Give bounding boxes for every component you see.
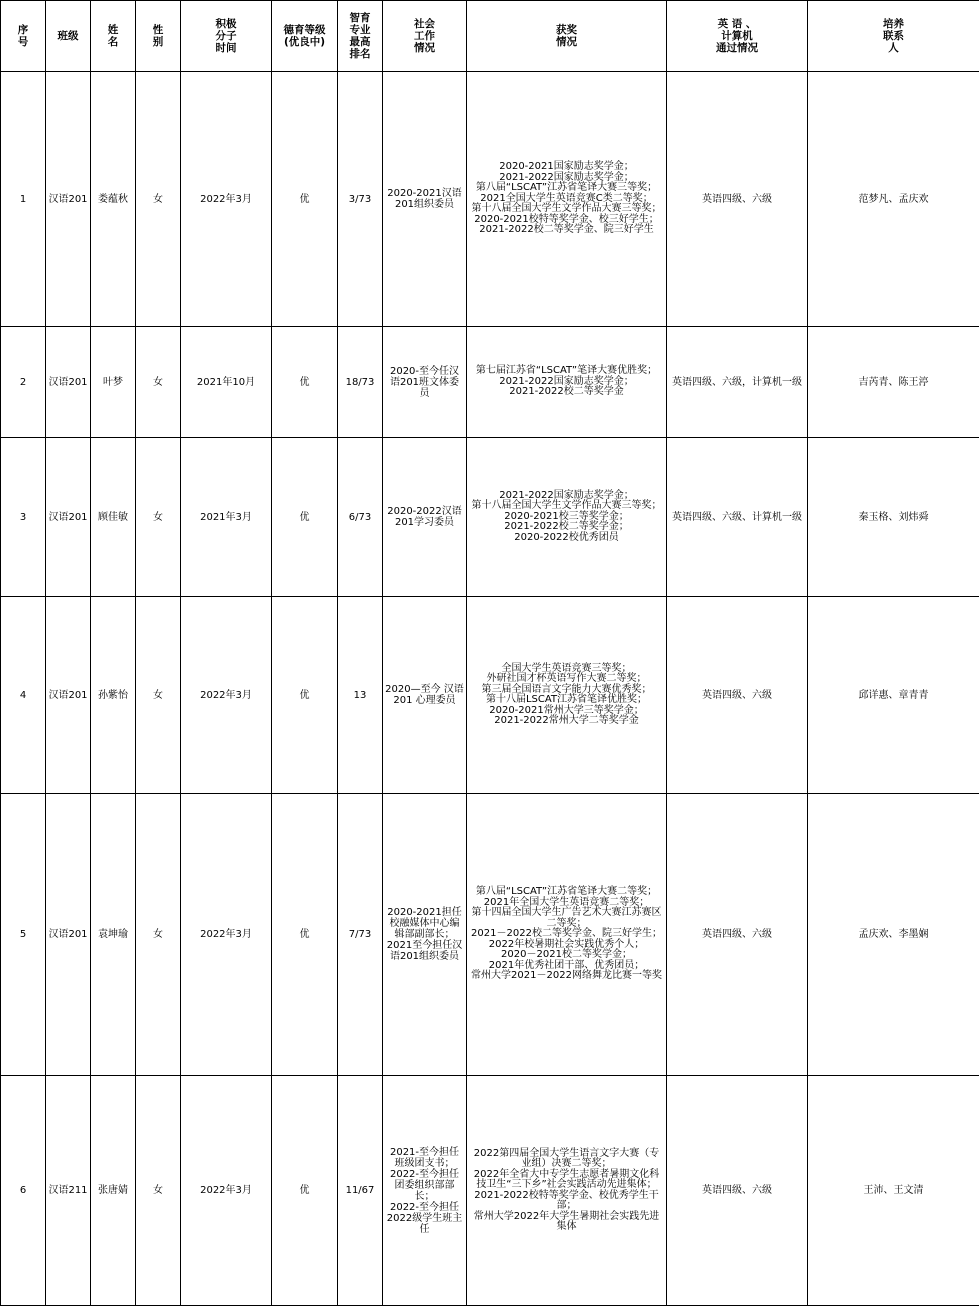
moral-grade-cell: 优	[272, 597, 338, 794]
award-line: 2020-2021国家励志奖学金；	[469, 162, 664, 173]
social-work-cell	[383, 597, 467, 794]
activist-time-cell: 2022年3月	[181, 794, 272, 1076]
award-line: 2021-2022校二等奖学金；	[469, 522, 664, 533]
moral-grade-cell: 优	[272, 794, 338, 1076]
award-line: 2020-2021校特等奖学金、校三好学生；	[469, 215, 664, 226]
class-cell: 汉语211	[46, 1076, 91, 1306]
gender-cell: 女	[136, 597, 181, 794]
activist-time-cell: 2021年10月	[181, 327, 272, 438]
award-line: 2021-2022国家励志奖学金；	[469, 377, 664, 388]
contact-cell: 邱详惠、章青青	[808, 597, 979, 794]
name-cell: 孙紫怡	[91, 597, 136, 794]
table-body	[1, 72, 979, 1306]
header-class: 班级	[46, 1, 91, 72]
moral-grade-cell: 优	[272, 438, 338, 597]
award-line: 常州大学2022年大学生暑期社会实践先进集体	[469, 1212, 664, 1233]
awards-cell	[467, 794, 667, 1076]
english-computer-cell: 英语四级、六级	[667, 1076, 808, 1306]
english-computer-cell: 英语四级、六级	[667, 597, 808, 794]
name-cell: 顾佳敏	[91, 438, 136, 597]
social-work-cell	[383, 1076, 467, 1306]
rank-cell: 3/73	[338, 72, 383, 327]
table-row	[1, 327, 979, 438]
award-line: 2021-2022校特等奖学金、校优秀学生干部；	[469, 1191, 664, 1212]
social-work-line: 2021-至今担任班级团支书；	[385, 1147, 464, 1169]
social-work-line: 2020—至今 汉语201 心理委员	[385, 684, 464, 706]
class-cell: 汉语201	[46, 438, 91, 597]
english-computer-cell: 英语四级、六级，计算机一级	[667, 327, 808, 438]
social-work-line: 2020-至今任汉语201班文体委员	[385, 366, 464, 399]
class-cell: 汉语201	[46, 597, 91, 794]
award-line: 全国大学生英语竞赛三等奖；	[469, 664, 664, 675]
rank-cell: 7/73	[338, 794, 383, 1076]
award-line: 2021-2022校二等奖学金、院三好学生	[469, 225, 664, 236]
header-gender: 性 别	[136, 1, 181, 72]
award-line: 2021－2022校二等奖学金、院三好学生；	[469, 929, 664, 940]
award-line: 2022年全省大中专学生志愿者暑期文化科技卫生“三下乡”社会实践活动先进集体；	[469, 1170, 664, 1191]
rank-cell: 18/73	[338, 327, 383, 438]
award-line: 2022年校暑期社会实践优秀个人；	[469, 940, 664, 951]
contact-cell: 孟庆欢、李墨娴	[808, 794, 979, 1076]
name-cell: 张唐婧	[91, 1076, 136, 1306]
name-cell: 叶梦	[91, 327, 136, 438]
award-line: 2021-2022国家励志奖学金；	[469, 173, 664, 184]
award-line: 2022第四届全国大学生语言文字大赛（专业组）决赛二等奖；	[469, 1149, 664, 1170]
contact-cell: 范梦凡、孟庆欢	[808, 72, 979, 327]
contact-cell: 吉芮青、陈王渟	[808, 327, 979, 438]
social-work-line: 2021至今担任汉语201组织委员	[385, 940, 464, 962]
name-cell: 娄蕴秋	[91, 72, 136, 327]
social-work-line: 2022-至今担任团委组织部部长；	[385, 1169, 464, 1202]
header-english-computer: 英 语 、 计算机 通过情况	[667, 1, 808, 72]
award-line: 2021年优秀社团干部、优秀团员；	[469, 961, 664, 972]
header-social-work: 社会 工作 情况	[383, 1, 467, 72]
award-line: 2021年全国大学生英语竞赛二等奖；	[469, 898, 664, 909]
class-cell: 汉语201	[46, 327, 91, 438]
row-number: 1	[1, 72, 46, 327]
rank-cell: 6/73	[338, 438, 383, 597]
row-number: 5	[1, 794, 46, 1076]
moral-grade-cell: 优	[272, 1076, 338, 1306]
activist-time-cell: 2022年3月	[181, 597, 272, 794]
english-computer-cell: 英语四级、六级、计算机一级	[667, 438, 808, 597]
moral-grade-cell: 优	[272, 72, 338, 327]
award-line: 第八届“LSCAT”江苏省笔译大赛二等奖；	[469, 887, 664, 898]
gender-cell: 女	[136, 1076, 181, 1306]
rank-cell: 11/67	[338, 1076, 383, 1306]
award-line: 外研社国才杯英语写作大赛二等奖；	[469, 674, 664, 685]
moral-grade-cell: 优	[272, 327, 338, 438]
table-row	[1, 72, 979, 327]
activist-time-cell: 2022年3月	[181, 1076, 272, 1306]
awards-cell	[467, 438, 667, 597]
award-line: 第七届江苏省“LSCAT”笔译大赛优胜奖；	[469, 366, 664, 377]
awards-cell	[467, 72, 667, 327]
awards-cell	[467, 597, 667, 794]
gender-cell: 女	[136, 794, 181, 1076]
award-line: 2020－2021校二等奖学金；	[469, 950, 664, 961]
award-line: 2020-2022校优秀团员	[469, 533, 664, 544]
gender-cell: 女	[136, 438, 181, 597]
awards-cell	[467, 327, 667, 438]
award-line: 第十八届LSCAT江苏省笔译优胜奖；	[469, 695, 664, 706]
award-line: 2020-2021常州大学三等奖学金；	[469, 706, 664, 717]
row-number: 3	[1, 438, 46, 597]
table-row	[1, 1076, 979, 1306]
social-work-cell	[383, 327, 467, 438]
rank-cell: 13	[338, 597, 383, 794]
activist-time-cell: 2021年3月	[181, 438, 272, 597]
name-cell: 袁坤瑜	[91, 794, 136, 1076]
award-line: 第十八届全国大学生文学作品大赛三等奖；	[469, 501, 664, 512]
award-line: 第十八届全国大学生文学作品大赛三等奖；	[469, 204, 664, 215]
social-work-line: 2022-至今担任2022级学生班主任	[385, 1202, 464, 1235]
row-number: 4	[1, 597, 46, 794]
award-line: 2021-2022常州大学二等奖学金	[469, 716, 664, 727]
social-work-cell	[383, 72, 467, 327]
award-line: 2020-2021校三等奖学金；	[469, 512, 664, 523]
header-row	[1, 1, 979, 72]
social-work-cell	[383, 438, 467, 597]
class-cell: 汉语201	[46, 794, 91, 1076]
table-row	[1, 438, 979, 597]
header-moral-grade: 德育等级 (优良中)	[272, 1, 338, 72]
social-work-line: 2020-2022汉语201学习委员	[385, 506, 464, 528]
award-line: 第三届全国语言文字能力大赛优秀奖；	[469, 685, 664, 696]
table-row	[1, 794, 979, 1076]
header-no: 序 号	[1, 1, 46, 72]
header-academic-rank: 智育 专业 最高 排名	[338, 1, 383, 72]
class-cell: 汉语201	[46, 72, 91, 327]
contact-cell: 秦玉格、刘炜舜	[808, 438, 979, 597]
award-line: 2021-2022国家励志奖学金；	[469, 491, 664, 502]
english-computer-cell: 英语四级、六级	[667, 72, 808, 327]
contact-cell: 王沛、王文清	[808, 1076, 979, 1306]
award-line: 2021全国大学生英语竞赛C类二等奖；	[469, 194, 664, 205]
header-contact: 培养 联系 人	[808, 1, 979, 72]
awards-cell	[467, 1076, 667, 1306]
header-name: 姓 名	[91, 1, 136, 72]
award-line: 第十四届全国大学生广告艺术大赛江苏赛区二等奖；	[469, 908, 664, 929]
row-number: 2	[1, 327, 46, 438]
social-work-line: 2020-2021汉语201组织委员	[385, 188, 464, 210]
award-line: 第八届“LSCAT”江苏省笔译大赛三等奖；	[469, 183, 664, 194]
social-work-cell	[383, 794, 467, 1076]
activist-time-cell: 2022年3月	[181, 72, 272, 327]
english-computer-cell: 英语四级、六级	[667, 794, 808, 1076]
table-row	[1, 597, 979, 794]
award-line: 常州大学2021－2022网络舞龙比赛一等奖	[469, 971, 664, 982]
header-awards: 获奖 情况	[467, 1, 667, 72]
gender-cell: 女	[136, 327, 181, 438]
award-line: 2021-2022校二等奖学金	[469, 387, 664, 398]
header-activist-time: 积极 分子 时间	[181, 1, 272, 72]
social-work-line: 2020-2021担任校融媒体中心编辑部副部长；	[385, 907, 464, 940]
gender-cell: 女	[136, 72, 181, 327]
row-number: 6	[1, 1076, 46, 1306]
